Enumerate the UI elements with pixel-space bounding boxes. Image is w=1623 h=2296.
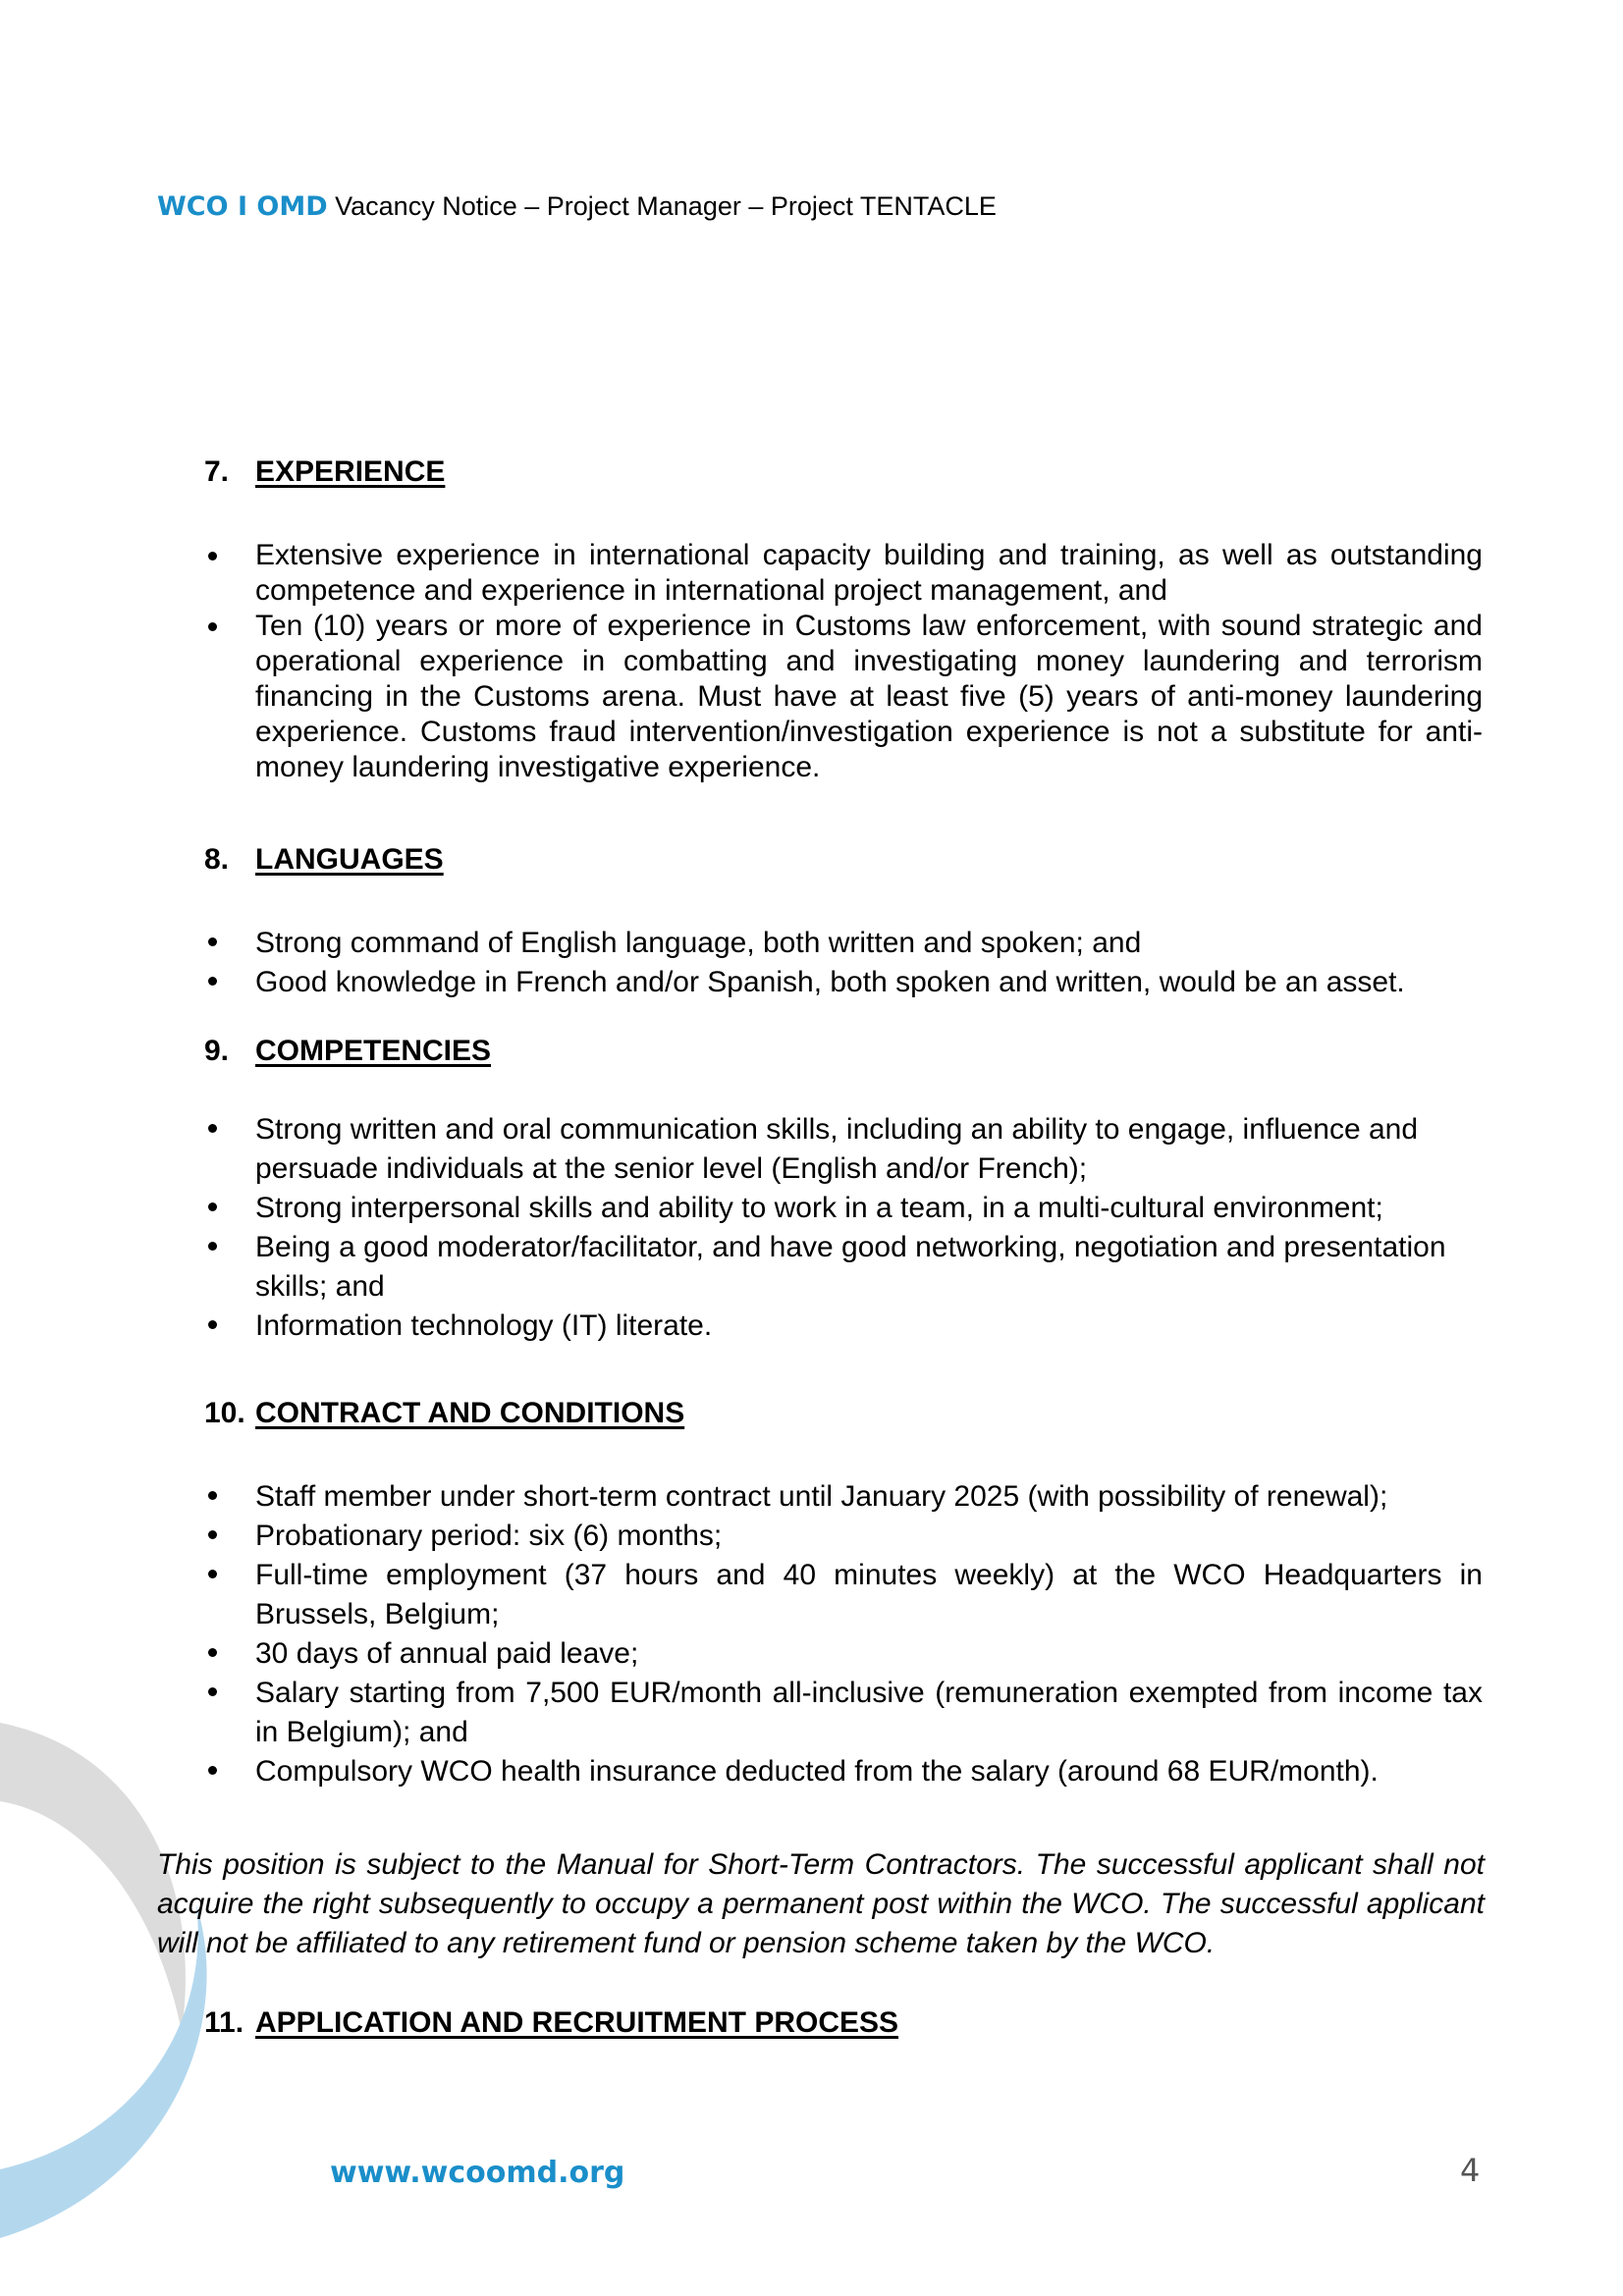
section-title: CONTRACT AND CONDITIONS: [255, 1397, 685, 1429]
section-title: COMPETENCIES: [255, 1035, 492, 1067]
list-item: 30 days of annual paid leave;: [204, 1634, 1483, 1674]
section-number: 7.: [204, 455, 230, 488]
competencies-list: [204, 1110, 1483, 1346]
list-item: Strong written and oral communication skills, including an ability to engage, influence and persuade individuals at the senior level (English and/or French);: [204, 1110, 1483, 1189]
section-title: EXPERIENCE: [255, 455, 446, 488]
list-item: Salary starting from 7,500 EUR/month all-inclusive (remuneration exempted from income tax in Belgium); and: [204, 1674, 1483, 1752]
brand-name: WCO I OMD: [157, 191, 328, 222]
section-title: LANGUAGES: [255, 843, 444, 876]
list-item: Extensive experience in international capacity building and training, as well as outstanding competence and experience in international project management, and: [204, 538, 1483, 609]
languages-list: [204, 924, 1483, 1002]
list-item: Being a good moderator/facilitator, and have good networking, negotiation and presentation skills; and: [204, 1228, 1483, 1307]
list-item: Full-time employment (37 hours and 40 minutes weekly) at the WCO Headquarters in Brussels, Belgium;: [204, 1556, 1483, 1634]
section-heading-application: [204, 2005, 898, 2041]
list-item: Ten (10) years or more of experience in Customs law enforcement, with sound strategic and operational experience in combatting and investigating money laundering and terrorism financing in the Customs arena. Must have at least five (5) years of anti-money laundering experience. Customs fraud intervention/investigation experience is not a substitute for anti-money laundering investigative experience.: [204, 609, 1483, 785]
section-number: 10.: [204, 1397, 245, 1429]
contract-list: [204, 1477, 1483, 1791]
position-note: This position is subject to the Manual for Short-Term Contractors. The successful applicant shall not acquire the right subsequently to occupy a permanent post within the WCO. The successful applicant will not be affiliated to any retirement fund or pension scheme taken by the WCO.: [157, 1848, 1485, 1959]
list-item: Probationary period: six (6) months;: [204, 1517, 1483, 1556]
section-number: 8.: [204, 843, 230, 876]
section-heading-competencies: [204, 1034, 491, 1069]
section-number: 11.: [204, 2006, 244, 2039]
page-number: 4: [1460, 2152, 1481, 2189]
section-number: 9.: [204, 1035, 230, 1067]
list-item: Staff member under short-term contract until January 2025 (with possibility of renewal);: [204, 1477, 1483, 1517]
footer-website-link[interactable]: www.wcoomd.org: [330, 2156, 625, 2190]
list-item: Strong command of English language, both written and spoken; and: [204, 924, 1483, 963]
experience-list: [204, 538, 1483, 785]
decorative-swoosh: [0, 1708, 255, 2238]
list-item: Information technology (IT) literate.: [204, 1307, 1483, 1346]
section-heading-contract: [204, 1396, 684, 1431]
list-item: Good knowledge in French and/or Spanish, both spoken and written, would be an asset.: [204, 963, 1483, 1002]
section-heading-experience: [204, 454, 445, 490]
list-item: Compulsory WCO health insurance deducted from the salary (around 68 EUR/month).: [204, 1752, 1483, 1791]
page-header: [157, 188, 997, 225]
list-item: Strong interpersonal skills and ability to work in a team, in a multi-cultural environment;: [204, 1189, 1483, 1228]
section-heading-languages: [204, 842, 444, 878]
header-title: Vacancy Notice – Project Manager – Project TENTACLE: [327, 191, 997, 221]
section-title: APPLICATION AND RECRUITMENT PROCESS: [255, 2006, 899, 2039]
